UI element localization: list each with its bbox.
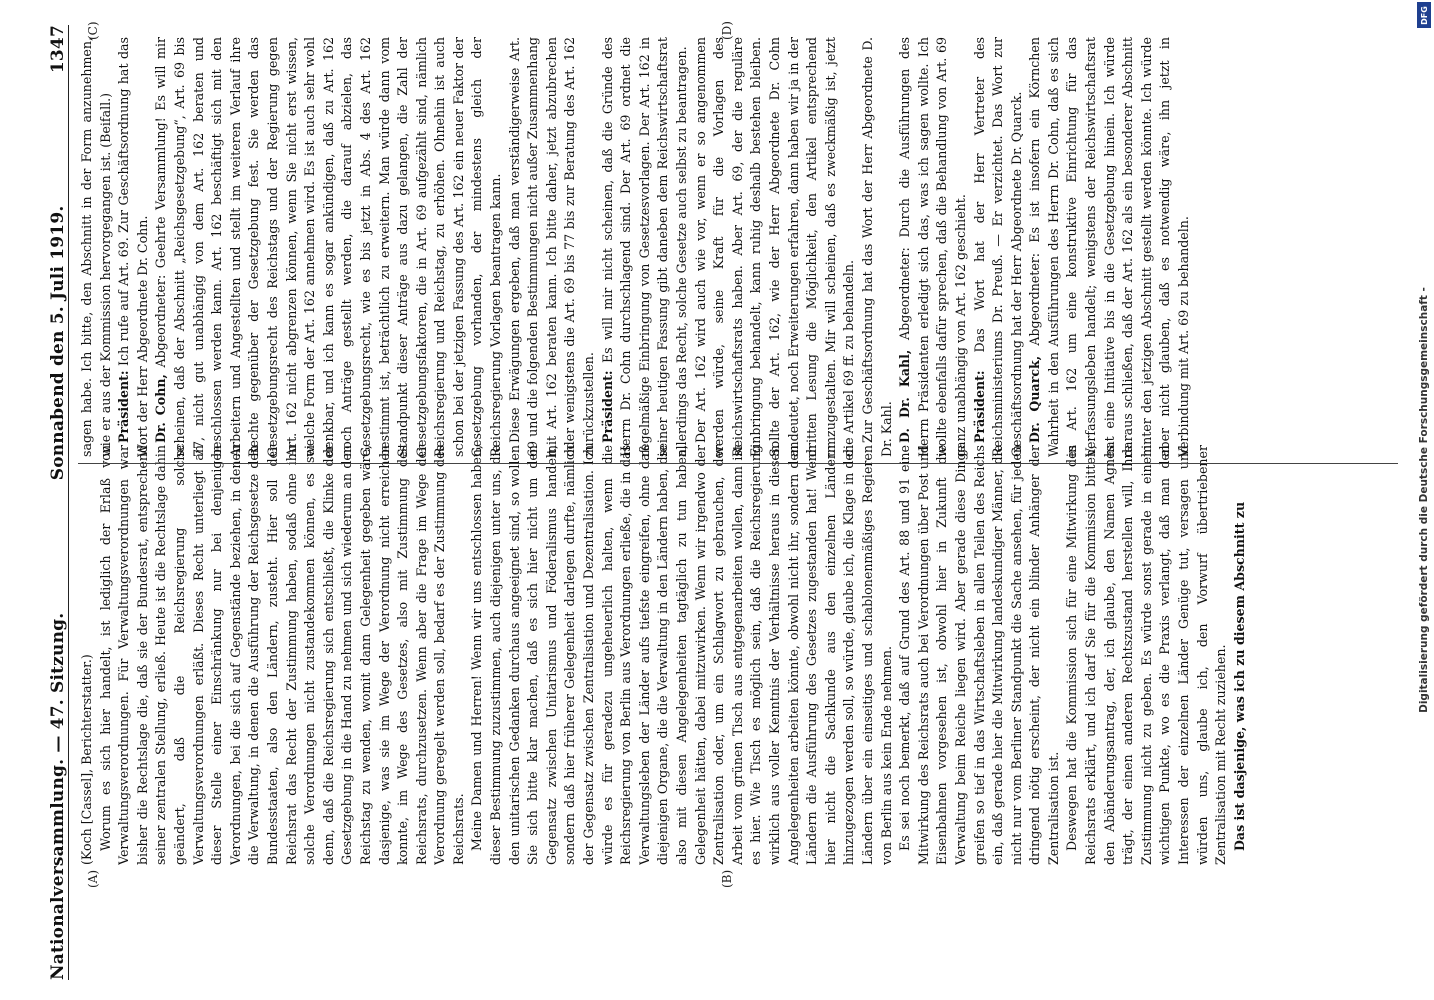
margin-marker-d: (D) bbox=[720, 21, 734, 40]
speaker-label: Präsident: bbox=[971, 370, 987, 443]
header-left: Nationalversammlung. — 47. Sitzung. bbox=[48, 612, 68, 980]
speaker-label: D. Dr. Kahl, bbox=[897, 349, 913, 443]
paragraph: Der Art. 162 wird auch wie vor, wenn er so angenommen werden würde, seine Kraft für die Vorlagen des Reichswirtschaftsrats haben. Aber Art. 69, der die reguläre Einbringung behandelt, kann ruhig deshalb bestehen bleiben. Sollte der Art. 162, wie der Herr Abgeordnete Dr. Cohn andeutet, noch Erweiterungen erfahren, dann haben wir ja in der dritten Lesung die Möglichkeit, den Artikel entsprechend umzugestalten. Mir will scheinen, daß es zweckmäßig ist, jetzt die Artikel 69 ff. zu behandeln. bbox=[692, 37, 857, 457]
speech-text: Es will mir nicht scheinen, daß die Gründe des Herrn Dr. Cohn durchschlagend sind. Der Art. 69 ordnet die regelmäßige Einbringung von Gesetzesvorlagen. Der Art. 162 in seiner heutigen Fassung gibt daneben dem Reichswirtschaftsrat allerdings das Recht, solche Gesetze auch selbst zu beantragen. bbox=[599, 37, 689, 457]
left-column bbox=[78, 445, 1398, 865]
paragraph: Meine Damen und Herren! Wenn wir uns entschlossen haben, dieser Bestimmung zuzustimmen, auch diejenigen unter uns, die den unitarischen Gedanken durchaus angeeignet sind, so wollen Sie sich bitte klar machen, daß es sich hier nicht um den Gegensatz zwischen Unitarismus und Föderalismus handelt, sondern daß hier früherer Gelegenheit darlegen durfte, nämlich der Gegensatz zwischen Zentralisation und Dezentralisation. Ich würde es für geradezu ungeheuerlich halten, wenn die Reichsregierung von Berlin aus Verordnungen erließe, die in das Verwaltungsleben der Länder aufs tiefste eingreifen, ohne daß diejenigen Organe, die die Verwaltung in den Ländern haben, die also mit diesen Angelegenheiten tagtäglich zu tun haben, Gelegenheit hätten, dabei mitzuwirken. Wenn wir irgendwo der Zentralisation oder, um ein Schlagwort zu gebrauchen, der Arbeit vom grünen Tisch aus entgegenarbeiten wollen, dann ist es hier. Wie Tisch es möglich sein, daß die Reichsregierung wirklich aus voller Kenntnis der Verhältnisse heraus in diesen Angelegenheiten arbeiten könnte, obwohl nicht ihr, sondern den Ländern die Ausführung des Gesetzes zugestanden hat! Wenn hier nicht die Sachkunde aus den einzelnen Ländern hinzugezogen werden soll, so würde, glaube ich, die Klage in den Ländern über ein einseitiges und schablonenmäßiges Regieren von Berlin aus kein Ende nehmen. bbox=[469, 445, 894, 865]
speech-text: Ich rufe auf Art. 69. Zur Geschäftsordnung hat das Wort der Herr Abgeordnete Dr. Cohn. bbox=[116, 37, 150, 457]
paragraph bbox=[115, 37, 152, 457]
header-center: Sonnabend den 5. Juli 1919. bbox=[48, 205, 68, 481]
paragraph: Das ist dasjenige, was ich zu diesem Abschnitt zu bbox=[1231, 501, 1247, 851]
page-header bbox=[40, 25, 69, 980]
speaker-label: Präsident: bbox=[116, 370, 132, 443]
paragraph bbox=[971, 37, 1027, 457]
dfg-logo bbox=[1417, 2, 1431, 28]
speaker-label: Präsident: bbox=[599, 370, 615, 443]
speech-text: Das Wort hat der Herr Vertreter des Reichsministeriums Dr. Preuß. — Er verzichtet. Das Wort zur Geschäftsordnung hat der Herr Abgeordnete Dr. Quarck. bbox=[971, 37, 1024, 457]
margin-marker-a: (A) bbox=[86, 869, 100, 888]
paragraph bbox=[599, 37, 692, 457]
byline: (Koch [Cassel], Berichterstatter.) bbox=[79, 654, 94, 865]
paragraph: sagen habe. Ich bitte, den Abschnitt in der Form anzunehmen, wie er aus der Kommission hervorgegangen ist. (Beifall.) bbox=[79, 37, 113, 457]
margin-marker-c: (C) bbox=[86, 21, 100, 40]
speech-text: Abgeordneter: Geehrte Versammlung! Es will mir scheinen, daß der Abschnitt „Reichsgesetzgebung“, Art. 69 bis 77, nicht gut unabhängig von dem Art. 162 beraten und beschlossen werden kann. Art. 162 beschäftigt sich mit den Arbeitern und Angestellten und stellt im weiteren Verlauf ihre Rechte gegenüber der Gesetzgebung fest. Sie werden das Gesetzgebungsrecht des Reichstags und der Regierung gegen Art. 162 nicht abgrenzen können, wenn Sie nicht erst wissen, welche Form der Art. 162 annehmen wird. Es ist auch sehr wohl denkbar, und ich kann es sogar ankündigen, daß zu Art. 162 noch Anträge gestellt werden, die darauf abzielen, das Gesetzgebungsrecht, wie es bis jetzt in Abs. 4 des Art. 162 bestimmt ist, beträchtlich zu erweitern. Man würde dann vom Standpunkt dieser Anträge aus dazu gelangen, die Zahl der Gesetzgebungsfaktoren, die in Art. 69 aufgezählt sind, nämlich Reichsregierung und Reichstag, zu erhöhen. Ohnehin ist auch schon bei der jetzigen Fassung des Art. 162 ein neuer Faktor der Gesetzgebung vorhanden, der mindestens gleich der Reichsregierung Vorlagen beantragen kann. bbox=[153, 37, 504, 457]
margin-marker-b: (B) bbox=[720, 869, 734, 888]
paragraph: Deswegen hat die Kommission sich für eine Mitwirkung des Reichsrats erklärt, und ich darf Sie für die Kommission bitten, den Abänderungsantrag, der, ich glaube, den Namen Agnes trägt, der einen anderen Rechtszustand herstellen will, Ihre Zustimmung nicht zu geben. Es würde sonst gerade in einem wichtigen Punkte, wo es die Praxis verlangt, daß man den Interessen der einzelnen Länder Genüge tut, versagen und würden uns, glaube ich, den Vorwurf übertriebener Zentralisation mit Recht zuziehen. bbox=[1064, 445, 1229, 865]
page-number: 1347 bbox=[48, 25, 68, 74]
paragraph: Worum es sich hier handelt, ist lediglich der Erlaß von Verwaltungsverordnungen. Für Verwaltungsverordnungen war bisher die Rechtslage die, daß sie der Bundesrat, entsprechend seiner zentralen Stellung, erließ. Heute ist die Rechtslage dahin geändert, daß die Reichsregierung solche Verwaltungsverordnungen erläßt. Dieses Recht unterliegt an dieser Stelle einer Einschränkung nur bei denjenigen Verordnungen, bei die sich auf Gegenstände beziehen, in denen die Verwaltung, in denen die Ausführung der Reichsgesetze den Bundesstaaten, also den Ländern, zusteht. Hier soll der Reichsrat das Recht der Zustimmung haben, sodaß ohne ihn solche Verordnungen nicht zustandekommen können, es sei denn, daß die Reichsregierung sich entschließt, die Klinke der Gesetzgebung in die Hand zu nehmen und sich wiederum an den Reichstag zu wenden, womit dann Gelegenheit gegeben wäre, dasjenige, was sie im Wege der Verordnung nicht erreichen konnte, im Wege des Gesetzes, also mit Zustimmung des Reichsrats, durchzusetzen. Wenn aber die Frage im Wege der Verordnung geregelt werden soll, bedarf es der Zustimmung des Reichsrats. bbox=[97, 445, 466, 865]
column-divider bbox=[78, 463, 1398, 464]
right-column bbox=[78, 37, 1398, 457]
paragraph bbox=[896, 37, 970, 457]
digitization-credit bbox=[1417, 2, 1431, 998]
credit-text: Digitalisierung gefördert durch die Deutsche Forschungsgemeinschaft - bbox=[1418, 287, 1430, 713]
paragraph: Zur Geschäftsordnung hat das Wort der Herr Abgeordnete D. Dr. Kahl. bbox=[859, 37, 894, 457]
dfg-logo-text: DFG bbox=[1419, 5, 1429, 25]
paragraph: Es sei noch bemerkt, daß auf Grund des Art. 88 und 91 eine Mitwirkung des Reichsrats auch bei Verordnungen über Post und Eisenbahnen vorgesehen ist, obwohl hier in Zukunft die Verwaltung beim Reiche liegen wird. Aber gerade diese Dinge greifen so tief in das Wirtschaftsleben in allen Teilen des Reichs ein, daß gerade hier die Mitwirkung landeskundiger Männer, die nicht nur vom Berliner Standpunkt die Sache ansehen, für jeden dringend nötig erscheint, der nicht ein blinder Anhänger der Zentralisation ist. bbox=[897, 445, 1061, 865]
speaker-label: Dr. Cohn, bbox=[153, 374, 169, 443]
paragraph bbox=[152, 37, 505, 457]
paragraph bbox=[1026, 37, 1193, 457]
paragraph: Diese Erwägungen ergeben, daß man verständigerweise Art. 69 und die folgenden Bestimmungen nicht außer Zusammenhang mit Art. 162 beraten kann. Ich bitte daher, jetzt abzubrechen oder wenigstens die Art. 69 bis 77 bis zur Beratung des Art. 162 zurückzustellen. bbox=[506, 37, 597, 457]
speaker-label: Dr. Quarck, bbox=[1027, 355, 1043, 443]
speech-text: Abgeordneter: Durch die Ausführungen des Herrn Präsidenten erledigt sich das, was ich sagen wollte. Ich wollte ebenfalls dafür sprechen, daß die Behandlung von Art. 69 ganz unabhängig von Art. 162 geschieht. bbox=[897, 37, 968, 457]
speech-text: Abgeordneter: Es ist insofern ein Körnchen Wahrheit in den Ausführungen des Herrn Dr. Cohn, daß es sich in Art. 162 um eine konstruktive Einrichtung für das Verfassungsleben handelt; wenigstens der Reichswirtschaftsrat hat eine Initiative bis in die Gesetzgebung hinein. Ich würde daraus schließen, daß der Art. 162 als ein besonderer Abschnitt hinter den jetzigen Abschnitt gestellt werden könnte. Ich würde aber nicht glauben, daß es notwendig wäre, ihn jetzt in Verbindung mit Art. 69 zu behandeln. bbox=[1027, 37, 1192, 457]
